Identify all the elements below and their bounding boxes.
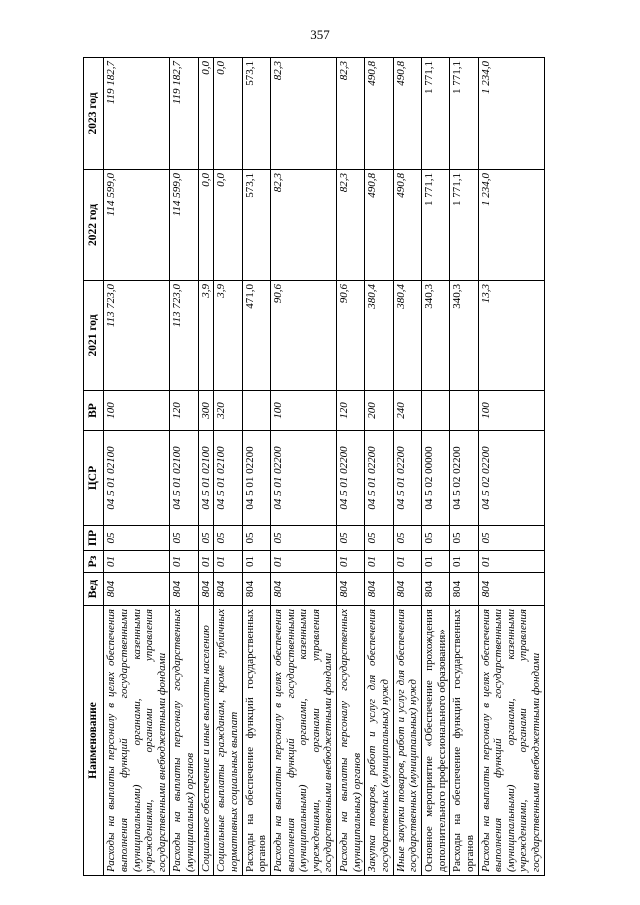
- cell-vr: 100: [104, 391, 170, 431]
- cell-2022: 114 599,0: [170, 170, 198, 281]
- cell-2022: 573,1: [242, 170, 270, 281]
- cell-2023: 0,0: [198, 58, 214, 170]
- table-row: [450, 58, 478, 876]
- cell-ved: 804: [270, 573, 336, 606]
- cell-rz: 01: [478, 551, 544, 573]
- cell-2021: 380,4: [393, 281, 421, 391]
- cell-name: Социальные выплаты гражданам, кроме публичных нормативных социальных выплат: [214, 606, 242, 876]
- cell-rz: 01: [104, 551, 170, 573]
- cell-2023: 1 771,1: [421, 58, 449, 170]
- cell-pr: 05: [214, 526, 242, 551]
- cell-name: Иные закупки товаров, работ и услуг для обеспечения государственных (муниципальных) нужд: [393, 606, 421, 876]
- header-csr: ЦСР: [84, 431, 104, 526]
- cell-rz: 01: [365, 551, 393, 573]
- header-ved: Вед: [84, 573, 104, 606]
- cell-2021: 113 723,0: [170, 281, 198, 391]
- cell-2022: 1 771,1: [421, 170, 449, 281]
- cell-2021: 3,9: [214, 281, 242, 391]
- cell-2023: 1 771,1: [450, 58, 478, 170]
- cell-2022: 82,3: [270, 170, 336, 281]
- cell-csr: 04 5 01 02200: [242, 431, 270, 526]
- cell-vr: [421, 391, 449, 431]
- cell-vr: 100: [478, 391, 544, 431]
- cell-csr: 04 5 01 02200: [365, 431, 393, 526]
- cell-name: Расходы на выплаты персоналу в целях обеспечения выполнения функций государственными (муниципальными) органами, казенными учреждениями, органами управления государственными внебюджетными фондами: [104, 606, 170, 876]
- cell-vr: 300: [198, 391, 214, 431]
- cell-name: Расходы на выплаты персоналу в целях обеспечения выполнения функций государственными (муниципальными) органами, казенными учреждениями, органами управления государственными внебюджетными фондами: [270, 606, 336, 876]
- cell-rz: 01: [421, 551, 449, 573]
- cell-pr: 05: [337, 526, 365, 551]
- cell-2023: 82,3: [337, 58, 365, 170]
- cell-ved: 804: [478, 573, 544, 606]
- table-row: [365, 58, 393, 876]
- cell-2021: 113 723,0: [104, 281, 170, 391]
- cell-vr: 240: [393, 391, 421, 431]
- header-pr: ПР: [84, 526, 104, 551]
- cell-pr: 05: [478, 526, 544, 551]
- cell-ved: 804: [214, 573, 242, 606]
- cell-pr: 05: [450, 526, 478, 551]
- budget-table: [83, 57, 545, 876]
- cell-rz: 01: [337, 551, 365, 573]
- header-name: Наименование: [84, 606, 104, 876]
- cell-2021: 3,9: [198, 281, 214, 391]
- header-2021: 2021 год: [84, 281, 104, 391]
- cell-pr: 05: [242, 526, 270, 551]
- cell-2021: 340,3: [450, 281, 478, 391]
- cell-pr: 05: [198, 526, 214, 551]
- cell-name: Расходы на обеспечение функций государственных органов: [242, 606, 270, 876]
- cell-rz: 01: [214, 551, 242, 573]
- table-row: [478, 58, 544, 876]
- header-2023: 2023 год: [84, 58, 104, 170]
- cell-vr: [242, 391, 270, 431]
- cell-vr: 320: [214, 391, 242, 431]
- cell-name: Расходы на выплаты персоналу государственных (муниципальных) органов: [170, 606, 198, 876]
- table-row: [270, 58, 336, 876]
- cell-name: Расходы на обеспечение функций государственных органов: [450, 606, 478, 876]
- cell-csr: 04 5 01 02100: [214, 431, 242, 526]
- cell-ved: 804: [242, 573, 270, 606]
- cell-pr: 05: [421, 526, 449, 551]
- cell-vr: 100: [270, 391, 336, 431]
- cell-pr: 05: [170, 526, 198, 551]
- table-row: [337, 58, 365, 876]
- table-row: [170, 58, 198, 876]
- cell-vr: 200: [365, 391, 393, 431]
- cell-2023: 82,3: [270, 58, 336, 170]
- table-row: [393, 58, 421, 876]
- cell-csr: 04 5 02 00000: [421, 431, 449, 526]
- table-row: [104, 58, 170, 876]
- cell-2021: 380,4: [365, 281, 393, 391]
- cell-ved: 804: [365, 573, 393, 606]
- cell-csr: 04 5 01 02200: [393, 431, 421, 526]
- cell-2022: 1 234,0: [478, 170, 544, 281]
- cell-ved: 804: [337, 573, 365, 606]
- cell-csr: 04 5 01 02100: [198, 431, 214, 526]
- cell-2022: 0,0: [198, 170, 214, 281]
- cell-2021: 340,3: [421, 281, 449, 391]
- rotated-table-container: [83, 58, 559, 876]
- cell-2023: 119 182,7: [170, 58, 198, 170]
- cell-name: Расходы на выплаты персоналу в целях обеспечения выполнения функций государственными (муниципальными) органами, казенными учреждениями, органами управления государственными внебюджетными фондами: [478, 606, 544, 876]
- cell-rz: 01: [198, 551, 214, 573]
- cell-2022: 114 599,0: [104, 170, 170, 281]
- cell-vr: 120: [337, 391, 365, 431]
- cell-csr: 04 5 01 02200: [337, 431, 365, 526]
- cell-2023: 490,8: [393, 58, 421, 170]
- cell-2022: 490,8: [393, 170, 421, 281]
- cell-pr: 05: [393, 526, 421, 551]
- cell-csr: 04 5 01 02200: [270, 431, 336, 526]
- cell-ved: 804: [198, 573, 214, 606]
- cell-pr: 05: [104, 526, 170, 551]
- table-row: [242, 58, 270, 876]
- cell-2021: 13,3: [478, 281, 544, 391]
- cell-vr: 120: [170, 391, 198, 431]
- cell-csr: 04 5 02 02200: [478, 431, 544, 526]
- header-2022: 2022 год: [84, 170, 104, 281]
- cell-2023: 1 234,0: [478, 58, 544, 170]
- cell-2023: 573,1: [242, 58, 270, 170]
- table-row: [421, 58, 449, 876]
- cell-rz: 01: [170, 551, 198, 573]
- table-row: [214, 58, 242, 876]
- cell-2022: 82,3: [337, 170, 365, 281]
- cell-ved: 804: [450, 573, 478, 606]
- cell-vr: [450, 391, 478, 431]
- cell-rz: 01: [242, 551, 270, 573]
- cell-2021: 471,0: [242, 281, 270, 391]
- cell-name: Закупка товаров, работ и услуг для обеспечения государственных (муниципальных) нужд: [365, 606, 393, 876]
- cell-2022: 490,8: [365, 170, 393, 281]
- rotated-table-area: [83, 58, 559, 876]
- cell-2021: 90,6: [337, 281, 365, 391]
- cell-ved: 804: [170, 573, 198, 606]
- cell-2023: 119 182,7: [104, 58, 170, 170]
- header-rz: Рз: [84, 551, 104, 573]
- table-row: [198, 58, 214, 876]
- cell-csr: 04 5 01 02100: [104, 431, 170, 526]
- header-vr: ВР: [84, 391, 104, 431]
- page-number: 357: [310, 27, 330, 42]
- cell-2022: 0,0: [214, 170, 242, 281]
- cell-csr: 04 5 02 02200: [450, 431, 478, 526]
- cell-csr: 04 5 01 02100: [170, 431, 198, 526]
- cell-name: Основное мероприятие «Обеспечение прохождения дополнительного профессионального образования»: [421, 606, 449, 876]
- cell-2023: 490,8: [365, 58, 393, 170]
- cell-name: Социальное обеспечение и иные выплаты населению: [198, 606, 214, 876]
- cell-rz: 01: [393, 551, 421, 573]
- cell-2022: 1 771,1: [450, 170, 478, 281]
- cell-rz: 01: [450, 551, 478, 573]
- table-body: [104, 58, 545, 876]
- cell-rz: 01: [270, 551, 336, 573]
- cell-pr: 05: [270, 526, 336, 551]
- cell-name: Расходы на выплаты персоналу государственных (муниципальных) органов: [337, 606, 365, 876]
- cell-2023: 0,0: [214, 58, 242, 170]
- cell-2021: 90,6: [270, 281, 336, 391]
- cell-ved: 804: [393, 573, 421, 606]
- cell-ved: 804: [104, 573, 170, 606]
- cell-pr: 05: [365, 526, 393, 551]
- header-row: [84, 58, 104, 876]
- cell-ved: 804: [421, 573, 449, 606]
